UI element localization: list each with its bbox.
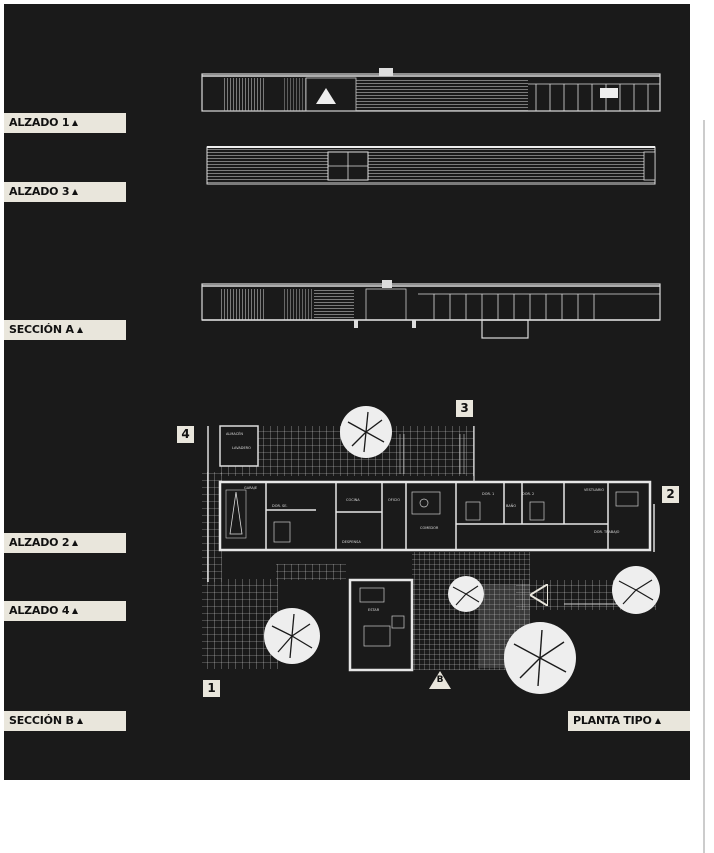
label-seccion-a [4,320,126,340]
label-alzado-4-text: ALZADO 4 [9,604,70,617]
triangle-icon [72,608,78,614]
label-seccion-b-text: SECCIÓN B [9,714,74,727]
room-dorm-2: DOR. 2 [522,492,535,496]
room-banio: BAÑO [506,504,517,508]
label-planta-tipo-text: PLANTA TIPO [573,714,652,727]
triangle-icon [72,540,78,546]
triangle-icon [77,718,83,724]
marker-a [530,584,548,606]
triangle-icon [655,718,661,724]
label-seccion-b [4,711,126,731]
marker-b-text: B [436,675,444,685]
marker-2: 2 [662,486,679,503]
triangle-icon [72,120,78,126]
room-dorm-trabajo: DOR. TRABAJO [594,530,620,534]
elevation-1 [202,68,660,111]
section-a [202,280,660,338]
marker-4: 4 [177,426,194,443]
label-alzado-3 [4,182,126,202]
label-planta-tipo [568,711,690,731]
label-alzado-1-text: ALZADO 1 [9,116,70,129]
room-dorm-1: DOR. 1 [482,492,495,496]
marker-3: 3 [456,400,473,417]
room-garaje: GARAJE [244,486,258,490]
label-alzado-2 [4,533,126,553]
elevation-3 [207,147,655,184]
room-cocina: COCINA [346,498,360,502]
label-alzado-1 [4,113,126,133]
room-dorm-serv: DOR. SE. [272,504,288,508]
room-comedor: COMEDOR [420,526,439,530]
label-alzado-2-text: ALZADO 2 [9,536,70,549]
label-seccion-a-text: SECCIÓN A [9,323,74,336]
room-despensa: DESPENSA [342,540,361,544]
room-vestuario: VESTUARIO [584,488,605,492]
room-lavadero: LAVADERO [232,446,251,450]
room-estar: ESTAR [368,608,380,612]
drawing-sheet [4,4,690,780]
room-oficio: OFICIO [388,498,401,502]
triangle-icon [77,327,83,333]
marker-b [429,671,451,689]
label-alzado-4 [4,601,126,621]
triangle-icon [72,189,78,195]
label-alzado-3-text: ALZADO 3 [9,185,70,198]
marker-1: 1 [203,680,220,697]
room-almacen: ALMACÉN [226,432,243,436]
page-edge [694,0,714,853]
